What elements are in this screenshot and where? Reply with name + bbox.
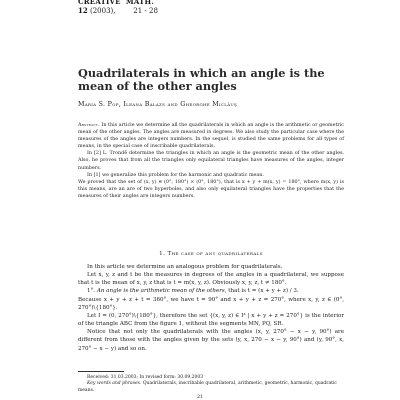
body-paragraph (78, 287, 344, 295)
abstract-paragraph (78, 122, 344, 150)
abstract-block (78, 122, 344, 200)
section-heading: 1. The case of any quadrilaterals (159, 251, 263, 257)
body-paragraph: Notice that not only the quadrilaterals with the angles (x, y, 270° − x − y, 90°) are different from those with the angles given by the sets (y, x, 270 − x − y, 90°) and (y, 90°, x, 270° − x − y) and so on. (78, 329, 344, 352)
abstract-paragraph: We proved that the set of (x, y) ∈ (0°, 180°) × (0°, 180°), that is x + y + m(x, y) = 180°, where m(x, y) is this means, are an are of two hyperboles, and also only equilateral triangles have the properties that the measures of their angles are integers numbers. (78, 178, 344, 199)
journal-brand: CREATIVE MATH. (78, 0, 154, 6)
footnote-block (78, 375, 344, 394)
abstract-text: In this article we determine all the quadrilaterals in which an angle is the arithmetic or geometric mean of the other angles. The angles are measured in degrees. We also study the particular case where the measures of the angles are integers numbers. In the sequel, is studied the same problems for all types of means, in the special case of inscribable quadrilaterals. (78, 122, 344, 150)
case-formula: that is t = (x + y + z) / 3. (226, 288, 299, 295)
page-number: 21 (197, 395, 203, 400)
journal-year-pages: (2003), 21 - 28 (89, 7, 158, 15)
keywords (78, 381, 344, 394)
abstract-paragraph: In [1] we generalize this problem for the harmonic and quadratic mean. (87, 171, 264, 178)
body-paragraph: Let I = (0, 270°)\{180°}, therefore the set {(x, y, z) ∈ I³ | x + y + z = 270°} is the interior of the triangle ABC from the figure 1, without the segments MN, PQ, SR. (78, 312, 344, 328)
article-title: Quadrilaterals in which an angle is the mean of the other angles (78, 66, 325, 93)
keywords-label: Key words and phrases. (87, 381, 142, 387)
body-paragraph: Let x, y, z and t be the measures in degrees of the angles in a quadrilateral, we suppose that t is the mean of x, y, z that is t = m(x, y, z). Obviously x, y, z, t ≠ 180°. (78, 272, 344, 287)
body-paragraph: Because x + y + z + t = 360°, we have t = 90° and x + y + z = 270°, where x, y, z ∈ (0°, 270°)\{180°}. (78, 296, 344, 311)
case-number: 1°. (87, 288, 97, 295)
footnote-divider (78, 371, 124, 372)
abstract-label: Abstract. (78, 122, 100, 128)
body-paragraph: In this article we determine an analogous problem for quadrilaterals. (87, 264, 283, 270)
body-text (78, 263, 344, 353)
abstract-paragraph: In [2] L. Trondẽ determine the triangles in which an angle is the geometric mean of the other angles. Also, he proves that from all the triangles only equilateral triangles have measures of the angles, integer numbers. (78, 150, 344, 171)
case-statement: An angle is the arithmetic mean of the others, (96, 288, 227, 295)
article-authors: Maria S. Pop, Ileana Balazs and Gheorghe Miclăuş (78, 101, 238, 108)
journal-volume: 12 (78, 6, 88, 15)
received-dates: Received: 31.03.2003; In revised form: 30.09.2003 (87, 375, 204, 380)
keywords-text: Quadrilaterals, inscribable quadrilateral, arithmetic, geometric, harmonic, quadratic means. (78, 381, 337, 393)
journal-header (78, 0, 158, 16)
journal-volume-line (78, 6, 158, 16)
